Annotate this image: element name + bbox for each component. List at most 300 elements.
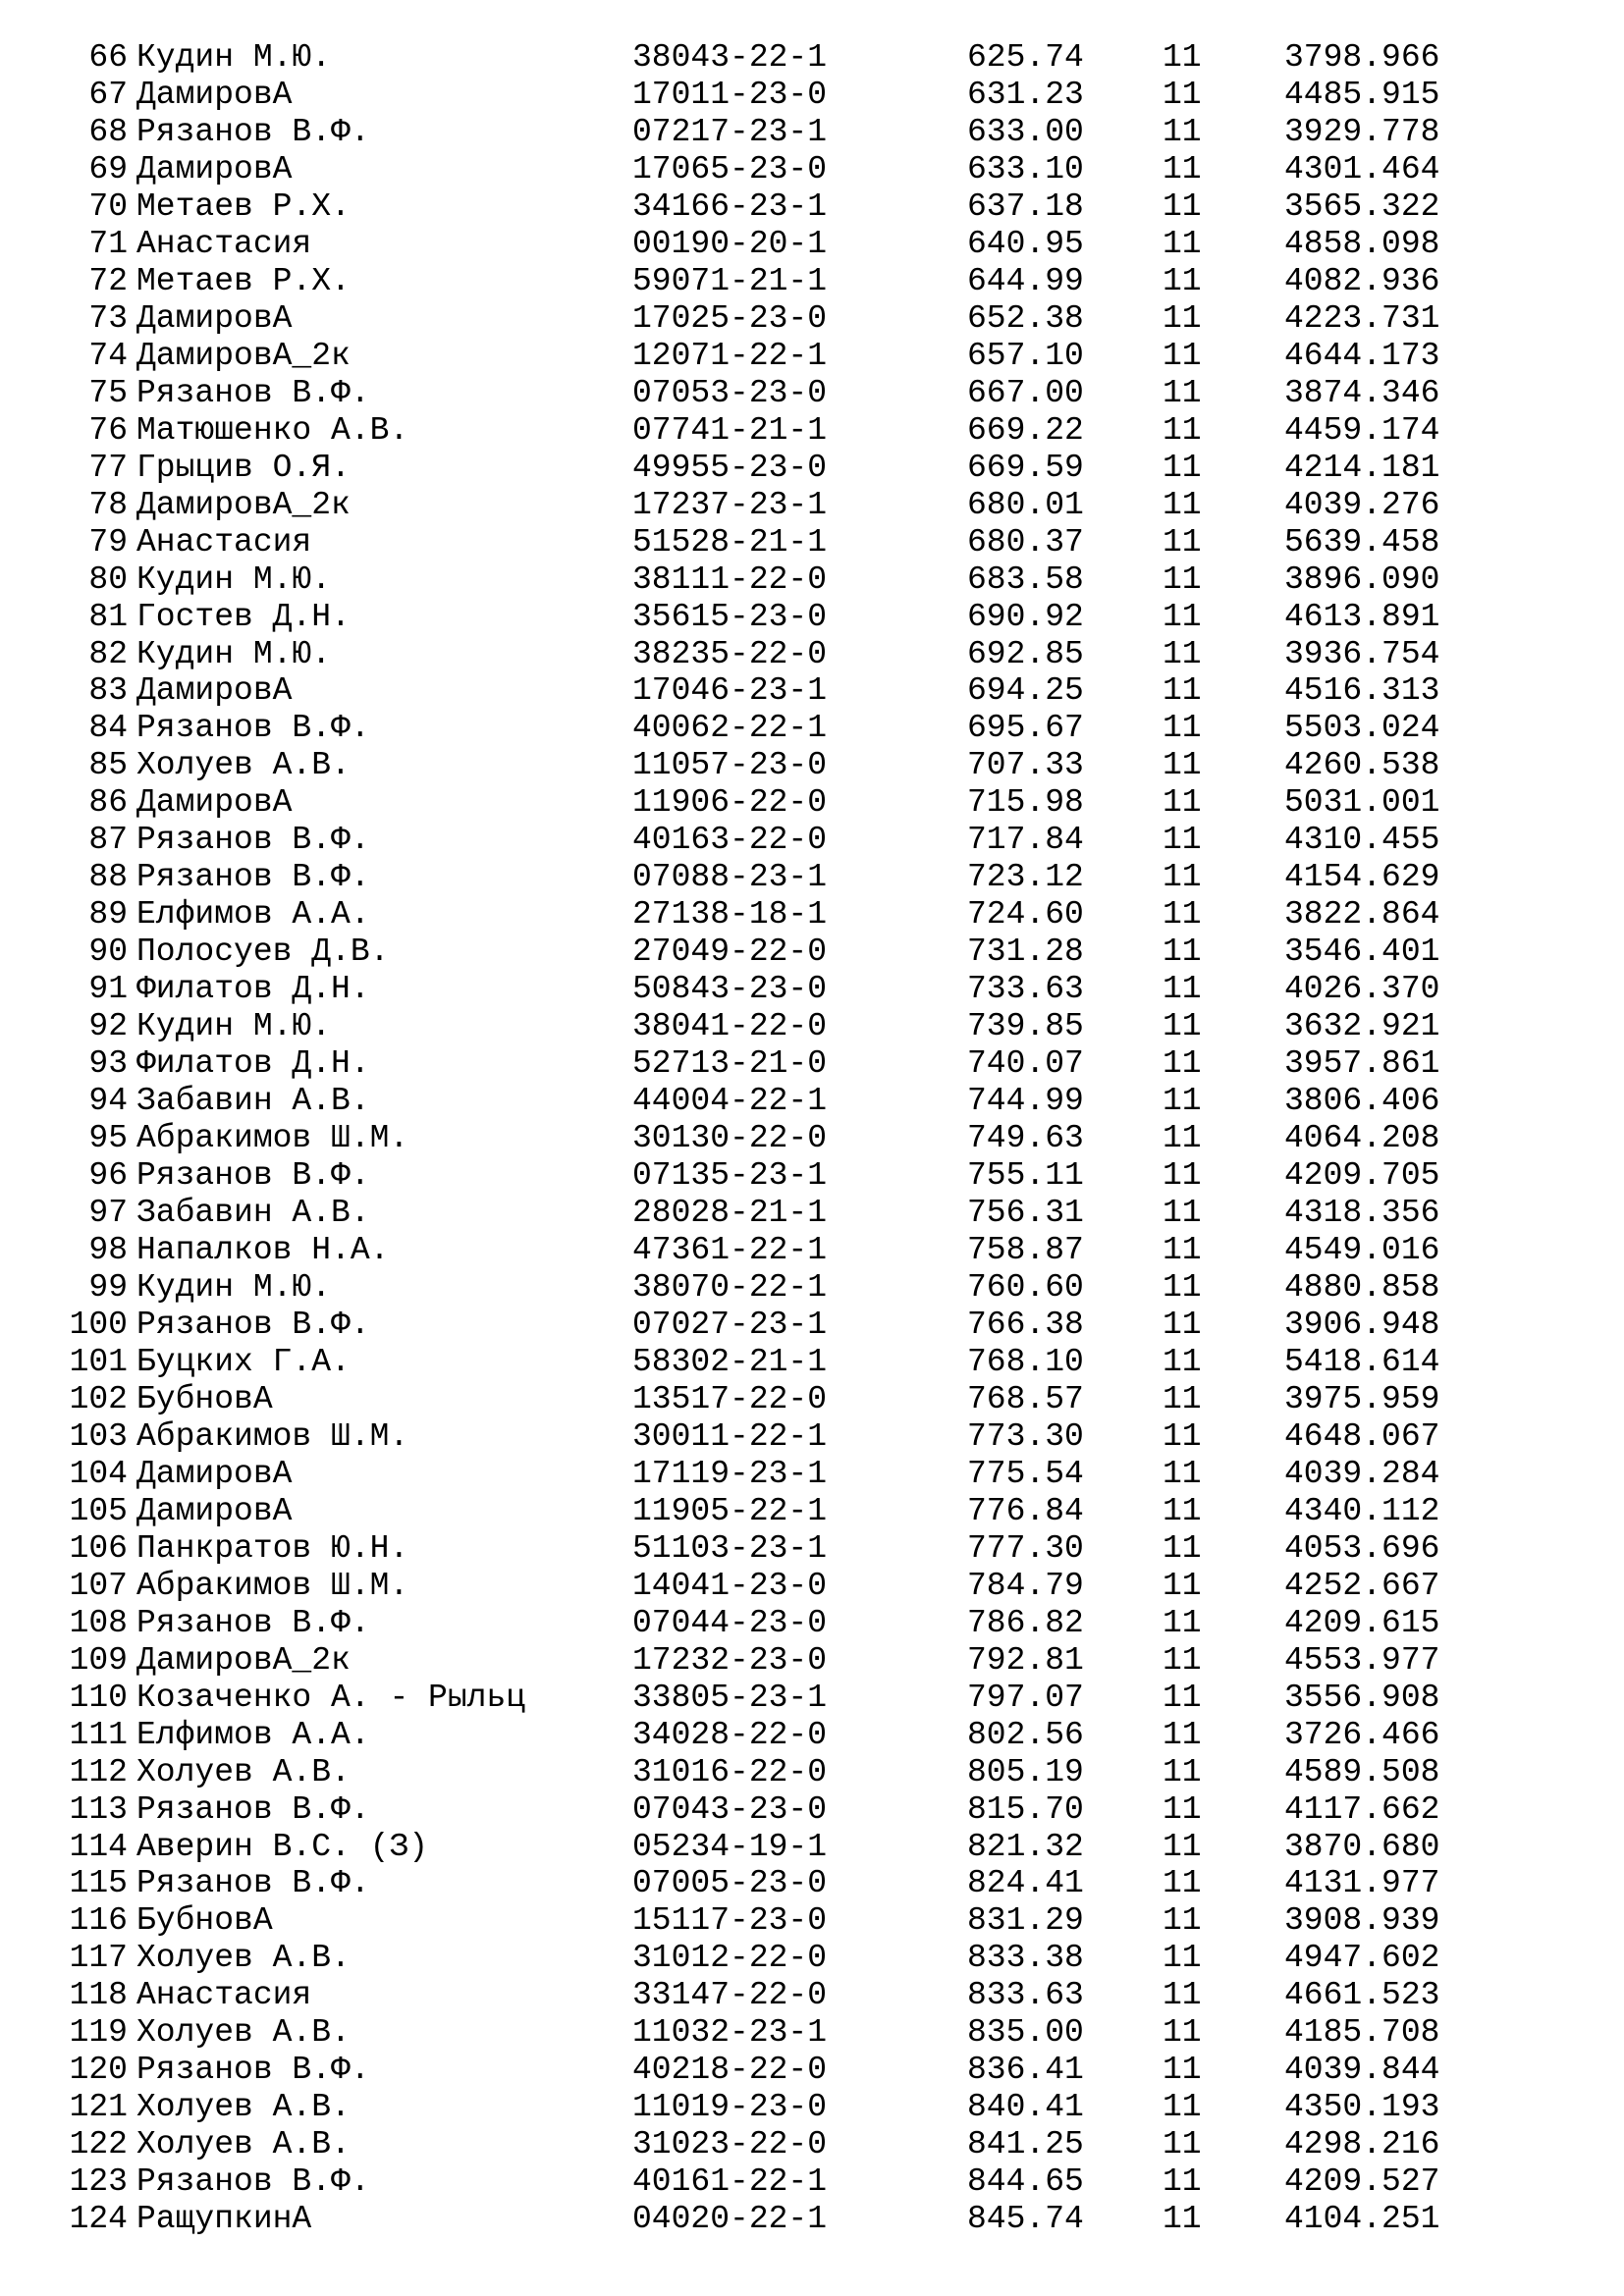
- result-value: 4214.181: [1284, 449, 1440, 486]
- class-value: 11: [1163, 598, 1202, 635]
- table-row: [0, 1568, 1624, 1605]
- table-row: [0, 2126, 1624, 2163]
- measured-value: 631.23: [967, 76, 1084, 113]
- participant-name: БубновА: [136, 1380, 273, 1417]
- row-number: 107: [69, 1567, 128, 1604]
- measured-value: 640.95: [967, 225, 1084, 262]
- result-value: 3565.322: [1284, 187, 1440, 225]
- table-row: [0, 710, 1624, 747]
- measured-value: 786.82: [967, 1604, 1084, 1641]
- row-number: 104: [69, 1455, 128, 1492]
- table-row: [0, 1344, 1624, 1381]
- row-number: 105: [69, 1492, 128, 1529]
- result-value: 3975.959: [1284, 1380, 1440, 1417]
- result-value: 4318.356: [1284, 1195, 1440, 1232]
- measured-value: 723.12: [967, 859, 1084, 896]
- record-code: 44004-22-1: [632, 1083, 828, 1120]
- participant-name: ДамировА: [136, 299, 293, 337]
- result-value: 4053.696: [1284, 1529, 1440, 1567]
- class-value: 11: [1163, 1232, 1202, 1268]
- class-value: 11: [1163, 1716, 1202, 1753]
- table-row: [0, 1605, 1624, 1642]
- result-value: 4209.705: [1284, 1157, 1440, 1195]
- participant-name: Рязанов В.Ф.: [136, 1604, 370, 1641]
- record-code: 30011-22-1: [632, 1417, 828, 1455]
- record-code: 52713-21-0: [632, 1045, 828, 1083]
- measured-value: 744.99: [967, 1083, 1084, 1120]
- table-row: [0, 151, 1624, 188]
- participant-name: Панкратов Ю.Н.: [136, 1529, 409, 1567]
- result-value: 4039.844: [1284, 2052, 1440, 2089]
- class-value: 11: [1163, 1977, 1202, 2014]
- record-code: 07135-23-1: [632, 1157, 828, 1195]
- table-row: [0, 338, 1624, 375]
- table-row: [0, 188, 1624, 226]
- participant-name: Козаченко А. - Рыльц: [136, 1679, 526, 1716]
- row-number: 121: [69, 2089, 128, 2126]
- result-value: 5031.001: [1284, 784, 1440, 822]
- participant-name: Абракимов Ш.М.: [136, 1120, 409, 1157]
- participant-name: Абракимов Ш.М.: [136, 1417, 409, 1455]
- row-number: 119: [69, 2014, 128, 2052]
- record-code: 07005-23-0: [632, 1865, 828, 1902]
- result-value: 4947.602: [1284, 1940, 1440, 1977]
- row-number: 96: [88, 1157, 128, 1195]
- measured-value: 695.67: [967, 710, 1084, 747]
- table-row: [0, 1120, 1624, 1157]
- measured-value: 692.85: [967, 635, 1084, 672]
- result-value: 3806.406: [1284, 1083, 1440, 1120]
- row-number: 113: [69, 1790, 128, 1828]
- participant-name: ДамировА_2к: [136, 337, 351, 374]
- measured-value: 775.54: [967, 1455, 1084, 1492]
- participant-name: ДамировА: [136, 672, 293, 710]
- record-code: 34028-22-0: [632, 1716, 828, 1753]
- record-code: 05234-19-1: [632, 1828, 828, 1865]
- result-value: 3929.778: [1284, 113, 1440, 150]
- class-value: 11: [1163, 2052, 1202, 2089]
- row-number: 83: [88, 672, 128, 710]
- row-number: 106: [69, 1529, 128, 1567]
- table-row: [0, 1902, 1624, 1940]
- record-code: 04020-22-1: [632, 2201, 828, 2238]
- participant-name: Рязанов В.Ф.: [136, 1865, 370, 1902]
- row-number: 108: [69, 1604, 128, 1641]
- table-row: [0, 1008, 1624, 1045]
- table-row: [0, 1829, 1624, 1866]
- measured-value: 755.11: [967, 1157, 1084, 1195]
- measured-value: 707.33: [967, 747, 1084, 784]
- class-value: 11: [1163, 449, 1202, 486]
- table-row: [0, 263, 1624, 300]
- row-number: 102: [69, 1380, 128, 1417]
- row-number: 114: [69, 1828, 128, 1865]
- record-code: 17119-23-1: [632, 1455, 828, 1492]
- record-code: 30130-22-0: [632, 1120, 828, 1157]
- table-row: [0, 2163, 1624, 2201]
- measured-value: 731.28: [967, 934, 1084, 971]
- participant-name: Метаев Р.Х.: [136, 187, 351, 225]
- class-value: 11: [1163, 635, 1202, 672]
- row-number: 81: [88, 598, 128, 635]
- measured-value: 669.59: [967, 449, 1084, 486]
- row-number: 80: [88, 561, 128, 598]
- row-number: 110: [69, 1679, 128, 1716]
- class-value: 11: [1163, 113, 1202, 150]
- row-number: 70: [88, 187, 128, 225]
- participant-name: Гостев Д.Н.: [136, 598, 351, 635]
- result-value: 4131.977: [1284, 1865, 1440, 1902]
- measured-value: 760.60: [967, 1268, 1084, 1306]
- row-number: 86: [88, 784, 128, 822]
- table-row: [0, 1456, 1624, 1493]
- result-value: 4549.016: [1284, 1232, 1440, 1268]
- participant-name: ДамировА: [136, 1492, 293, 1529]
- record-code: 27138-18-1: [632, 896, 828, 934]
- row-number: 123: [69, 2163, 128, 2201]
- participant-name: Филатов Д.Н.: [136, 971, 370, 1008]
- class-value: 11: [1163, 1306, 1202, 1343]
- participant-name: Рязанов В.Ф.: [136, 710, 370, 747]
- measured-value: 740.07: [967, 1045, 1084, 1083]
- result-value: 4209.527: [1284, 2163, 1440, 2201]
- measured-value: 833.63: [967, 1977, 1084, 2014]
- participant-name: Холуев А.В.: [136, 2014, 351, 2052]
- class-value: 11: [1163, 1529, 1202, 1567]
- measured-value: 724.60: [967, 896, 1084, 934]
- class-value: 11: [1163, 523, 1202, 561]
- class-value: 11: [1163, 150, 1202, 187]
- record-code: 15117-23-0: [632, 1902, 828, 1940]
- result-value: 4661.523: [1284, 1977, 1440, 2014]
- result-value: 4082.936: [1284, 262, 1440, 299]
- row-number: 112: [69, 1753, 128, 1790]
- class-value: 11: [1163, 1045, 1202, 1083]
- table-row: [0, 1717, 1624, 1754]
- participant-name: Абракимов Ш.М.: [136, 1567, 409, 1604]
- table-row: [0, 2014, 1624, 2052]
- class-value: 11: [1163, 2014, 1202, 2052]
- table-row: [0, 39, 1624, 77]
- participant-name: ДамировА: [136, 784, 293, 822]
- measured-value: 633.00: [967, 113, 1084, 150]
- row-number: 111: [69, 1716, 128, 1753]
- row-number: 73: [88, 299, 128, 337]
- table-row: [0, 859, 1624, 896]
- measured-value: 821.32: [967, 1828, 1084, 1865]
- row-number: 68: [88, 113, 128, 150]
- result-value: 4223.731: [1284, 299, 1440, 337]
- class-value: 11: [1163, 1753, 1202, 1790]
- class-value: 11: [1163, 225, 1202, 262]
- record-code: 33805-23-1: [632, 1679, 828, 1716]
- class-value: 11: [1163, 1902, 1202, 1940]
- measured-value: 824.41: [967, 1865, 1084, 1902]
- record-code: 17011-23-0: [632, 76, 828, 113]
- class-value: 11: [1163, 710, 1202, 747]
- row-number: 116: [69, 1902, 128, 1940]
- record-code: 11057-23-0: [632, 747, 828, 784]
- class-value: 11: [1163, 1455, 1202, 1492]
- measured-value: 815.70: [967, 1790, 1084, 1828]
- result-value: 3936.754: [1284, 635, 1440, 672]
- table-row: [0, 561, 1624, 599]
- record-code: 17046-23-1: [632, 672, 828, 710]
- row-number: 117: [69, 1940, 128, 1977]
- participant-name: Рязанов В.Ф.: [136, 1306, 370, 1343]
- table-row: [0, 114, 1624, 151]
- participant-name: Анастасия: [136, 225, 312, 262]
- result-value: 4858.098: [1284, 225, 1440, 262]
- class-value: 11: [1163, 859, 1202, 896]
- result-value: 4310.455: [1284, 822, 1440, 859]
- result-value: 3822.864: [1284, 896, 1440, 934]
- row-number: 72: [88, 262, 128, 299]
- table-row: [0, 1754, 1624, 1791]
- class-value: 11: [1163, 822, 1202, 859]
- participant-name: Буцких Г.А.: [136, 1343, 351, 1380]
- record-code: 33147-22-0: [632, 1977, 828, 2014]
- record-code: 40161-22-1: [632, 2163, 828, 2201]
- measured-value: 667.00: [967, 374, 1084, 411]
- class-value: 11: [1163, 2126, 1202, 2163]
- result-value: 4648.067: [1284, 1417, 1440, 1455]
- table-row: [0, 1269, 1624, 1307]
- record-code: 11032-23-1: [632, 2014, 828, 2052]
- measured-value: 792.81: [967, 1641, 1084, 1679]
- measured-value: 644.99: [967, 262, 1084, 299]
- result-value: 3798.966: [1284, 39, 1440, 76]
- record-code: 38041-22-0: [632, 1008, 828, 1045]
- measured-value: 690.92: [967, 598, 1084, 635]
- class-value: 11: [1163, 337, 1202, 374]
- result-value: 3632.921: [1284, 1008, 1440, 1045]
- measured-value: 844.65: [967, 2163, 1084, 2201]
- class-value: 11: [1163, 1380, 1202, 1417]
- result-value: 3908.939: [1284, 1902, 1440, 1940]
- measured-value: 845.74: [967, 2201, 1084, 2238]
- result-value: 4340.112: [1284, 1492, 1440, 1529]
- measured-value: 652.38: [967, 299, 1084, 337]
- result-value: 3870.680: [1284, 1828, 1440, 1865]
- result-value: 3906.948: [1284, 1306, 1440, 1343]
- table-row: [0, 1530, 1624, 1568]
- result-value: 4880.858: [1284, 1268, 1440, 1306]
- record-code: 07217-23-1: [632, 113, 828, 150]
- table-row: [0, 599, 1624, 636]
- class-value: 11: [1163, 1417, 1202, 1455]
- row-number: 101: [69, 1343, 128, 1380]
- participant-name: Холуев А.В.: [136, 1940, 351, 1977]
- record-code: 07043-23-0: [632, 1790, 828, 1828]
- record-code: 07027-23-1: [632, 1306, 828, 1343]
- table-row: [0, 1232, 1624, 1269]
- measured-value: 749.63: [967, 1120, 1084, 1157]
- class-value: 11: [1163, 2089, 1202, 2126]
- measured-value: 756.31: [967, 1195, 1084, 1232]
- measured-value: 831.29: [967, 1902, 1084, 1940]
- record-code: 35615-23-0: [632, 598, 828, 635]
- participant-name: Рязанов В.Ф.: [136, 859, 370, 896]
- measured-value: 833.38: [967, 1940, 1084, 1977]
- class-value: 11: [1163, 2163, 1202, 2201]
- result-value: 5418.614: [1284, 1343, 1440, 1380]
- table-row: [0, 747, 1624, 784]
- measured-value: 669.22: [967, 411, 1084, 449]
- result-value: 3957.861: [1284, 1045, 1440, 1083]
- participant-name: Анастасия: [136, 1977, 312, 2014]
- class-value: 11: [1163, 934, 1202, 971]
- result-value: 4613.891: [1284, 598, 1440, 635]
- row-number: 84: [88, 710, 128, 747]
- measured-value: 657.10: [967, 337, 1084, 374]
- record-code: 58302-21-1: [632, 1343, 828, 1380]
- class-value: 11: [1163, 1790, 1202, 1828]
- class-value: 11: [1163, 187, 1202, 225]
- record-code: 07053-23-0: [632, 374, 828, 411]
- participant-name: Рязанов В.Ф.: [136, 1157, 370, 1195]
- row-number: 87: [88, 822, 128, 859]
- row-number: 92: [88, 1008, 128, 1045]
- measured-value: 715.98: [967, 784, 1084, 822]
- table-row: [0, 822, 1624, 859]
- row-number: 94: [88, 1083, 128, 1120]
- measured-value: 841.25: [967, 2126, 1084, 2163]
- table-row: [0, 487, 1624, 524]
- table-row: [0, 1381, 1624, 1418]
- participant-name: Метаев Р.Х.: [136, 262, 351, 299]
- measured-value: 784.79: [967, 1567, 1084, 1604]
- row-number: 69: [88, 150, 128, 187]
- participant-name: Холуев А.В.: [136, 1753, 351, 1790]
- measured-value: 625.74: [967, 39, 1084, 76]
- record-code: 59071-21-1: [632, 262, 828, 299]
- table-row: [0, 784, 1624, 822]
- participant-name: Рязанов В.Ф.: [136, 2052, 370, 2089]
- row-number: 95: [88, 1120, 128, 1157]
- row-number: 66: [88, 39, 128, 76]
- participant-name: БубновА: [136, 1902, 273, 1940]
- record-code: 17065-23-0: [632, 150, 828, 187]
- row-number: 88: [88, 859, 128, 896]
- measured-value: 717.84: [967, 822, 1084, 859]
- class-value: 11: [1163, 1008, 1202, 1045]
- row-number: 93: [88, 1045, 128, 1083]
- row-number: 90: [88, 934, 128, 971]
- class-value: 11: [1163, 1641, 1202, 1679]
- row-number: 124: [69, 2201, 128, 2238]
- record-code: 11905-22-1: [632, 1492, 828, 1529]
- class-value: 11: [1163, 1567, 1202, 1604]
- measured-value: 694.25: [967, 672, 1084, 710]
- record-code: 49955-23-0: [632, 449, 828, 486]
- class-value: 11: [1163, 1157, 1202, 1195]
- participant-name: ДамировА_2к: [136, 1641, 351, 1679]
- class-value: 11: [1163, 672, 1202, 710]
- measured-value: 773.30: [967, 1417, 1084, 1455]
- row-number: 85: [88, 747, 128, 784]
- participant-name: ДамировА: [136, 76, 293, 113]
- record-code: 31012-22-0: [632, 1940, 828, 1977]
- record-code: 38043-22-1: [632, 39, 828, 76]
- class-value: 11: [1163, 411, 1202, 449]
- record-code: 40062-22-1: [632, 710, 828, 747]
- table-row: [0, 1680, 1624, 1717]
- class-value: 11: [1163, 1865, 1202, 1902]
- result-value: 5639.458: [1284, 523, 1440, 561]
- record-code: 31016-22-0: [632, 1753, 828, 1790]
- participant-name: Матюшенко А.В.: [136, 411, 409, 449]
- participant-name: Анастасия: [136, 523, 312, 561]
- result-value: 4039.284: [1284, 1455, 1440, 1492]
- record-code: 31023-22-0: [632, 2126, 828, 2163]
- record-code: 51528-21-1: [632, 523, 828, 561]
- class-value: 11: [1163, 1828, 1202, 1865]
- table-row: [0, 77, 1624, 114]
- result-value: 3896.090: [1284, 561, 1440, 598]
- row-number: 91: [88, 971, 128, 1008]
- table-row: [0, 1157, 1624, 1195]
- result-value: 4553.977: [1284, 1641, 1440, 1679]
- participant-name: Кудин М.Ю.: [136, 1008, 332, 1045]
- participant-name: Полосуев Д.В.: [136, 934, 390, 971]
- result-value: 3556.908: [1284, 1679, 1440, 1716]
- measured-value: 733.63: [967, 971, 1084, 1008]
- table-row: [0, 1865, 1624, 1902]
- measured-value: 776.84: [967, 1492, 1084, 1529]
- result-value: 4301.464: [1284, 150, 1440, 187]
- table-row: [0, 412, 1624, 450]
- result-value: 3546.401: [1284, 934, 1440, 971]
- result-value: 5503.024: [1284, 710, 1440, 747]
- table-row: [0, 226, 1624, 263]
- measured-value: 766.38: [967, 1306, 1084, 1343]
- participant-name: Рязанов В.Ф.: [136, 822, 370, 859]
- participant-name: ДамировА: [136, 1455, 293, 1492]
- measured-value: 633.10: [967, 150, 1084, 187]
- record-code: 17237-23-1: [632, 486, 828, 523]
- record-code: 34166-23-1: [632, 187, 828, 225]
- class-value: 11: [1163, 1120, 1202, 1157]
- participant-name: Кудин М.Ю.: [136, 1268, 332, 1306]
- result-value: 4039.276: [1284, 486, 1440, 523]
- row-number: 79: [88, 523, 128, 561]
- record-code: 07044-23-0: [632, 1604, 828, 1641]
- participant-name: Елфимов А.А.: [136, 896, 370, 934]
- table-row: [0, 2201, 1624, 2238]
- record-code: 47361-22-1: [632, 1232, 828, 1268]
- row-number: 98: [88, 1232, 128, 1268]
- measured-value: 768.57: [967, 1380, 1084, 1417]
- participant-name: Елфимов А.А.: [136, 1716, 370, 1753]
- participant-name: Холуев А.В.: [136, 2126, 351, 2163]
- table-row: [0, 1195, 1624, 1232]
- table-row: [0, 1045, 1624, 1083]
- class-value: 11: [1163, 2201, 1202, 2238]
- result-value: 4589.508: [1284, 1753, 1440, 1790]
- class-value: 11: [1163, 299, 1202, 337]
- measured-value: 758.87: [967, 1232, 1084, 1268]
- participant-name: Холуев А.В.: [136, 747, 351, 784]
- record-code: 50843-23-0: [632, 971, 828, 1008]
- row-number: 118: [69, 1977, 128, 2014]
- measured-value: 739.85: [967, 1008, 1084, 1045]
- participant-name: РащупкинА: [136, 2201, 312, 2238]
- table-row: [0, 450, 1624, 487]
- table-row: [0, 896, 1624, 934]
- class-value: 11: [1163, 1195, 1202, 1232]
- record-code: 11906-22-0: [632, 784, 828, 822]
